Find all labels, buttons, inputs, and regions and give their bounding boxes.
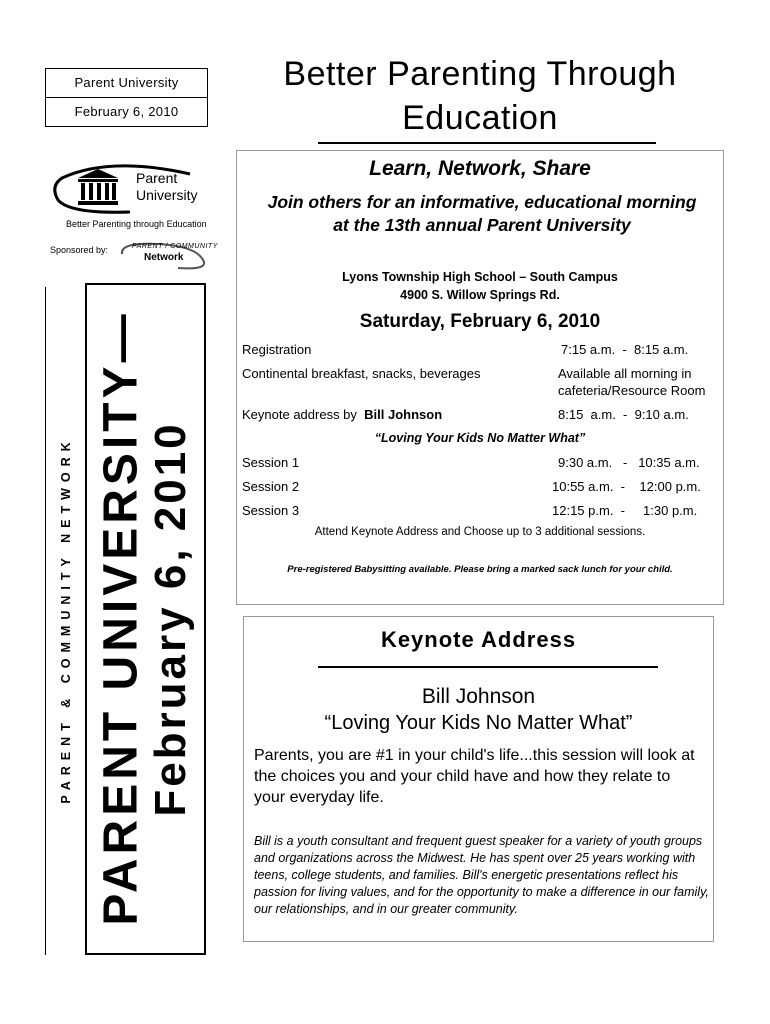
network-sidebar xyxy=(45,287,86,955)
location-line1: Lyons Township High School – South Campus xyxy=(342,270,618,284)
breakfast-time-line2: cafeteria/Resource Room xyxy=(558,383,706,398)
event-details-box xyxy=(236,150,724,605)
header-date: February 6, 2010 xyxy=(74,104,179,119)
org-name: Parent University xyxy=(74,75,179,90)
breakfast-label: Continental breakfast, snacks, beverages xyxy=(242,366,481,381)
sponsor-label: Sponsored by: xyxy=(50,245,109,255)
sponsor-logo-line2: Network xyxy=(144,252,184,263)
logo-tagline: Better Parenting through Education xyxy=(66,219,207,229)
sidebar-date: February 6, 2010 xyxy=(146,421,195,817)
keynote-box-topic: “Loving Your Kids No Matter What” xyxy=(324,712,633,734)
event-headline: Learn, Network, Share xyxy=(369,157,591,180)
keynote-description: Parents, you are #1 in your child's life...this session will look at the choices you and your child have and how they relate to your everyday life. xyxy=(254,747,695,806)
event-intro: Join others for an informative, educational morning at the 13th annual Parent University xyxy=(267,192,697,235)
registration-time: 7:15 a.m. - 8:15 a.m. xyxy=(561,342,689,357)
session1-time: 9:30 a.m. - 10:35 a.m. xyxy=(558,455,700,470)
title-underline xyxy=(318,142,656,144)
logo-name-line2: University xyxy=(136,187,198,203)
keynote-box-speaker: Bill Johnson xyxy=(421,685,536,708)
org-name-box xyxy=(45,68,208,98)
event-date: Saturday, February 6, 2010 xyxy=(359,311,601,332)
session1-label: Session 1 xyxy=(242,455,300,470)
quote-close: ” xyxy=(578,431,586,445)
keynote-box xyxy=(243,616,714,942)
session3-time: 12:15 p.m. - 1:30 p.m. xyxy=(552,503,698,518)
network-vertical-text: PARENT & COMMUNITY NETWORK xyxy=(59,436,73,804)
keynote-label: Keynote address by xyxy=(242,407,357,422)
keynote-time: 8:15 a.m. - 9:10 a.m. xyxy=(558,407,689,422)
title-sidebar xyxy=(85,283,206,955)
event-location xyxy=(237,268,723,304)
keynote-underline xyxy=(318,666,658,668)
sponsor-logo xyxy=(118,240,218,274)
speaker-bio: Bill is a youth consultant and frequent guest speaker for a variety of youth groups and organizations across the Midwest. He has spent over 25 years working with teens, college students, and families. Bill's energetic presentations reflect his passion for living values, and for the opportunity to make a difference in our family, our relationships, and in our greater community. xyxy=(254,834,709,916)
page-title: Better Parenting Through Education xyxy=(283,55,677,137)
session3-label: Session 3 xyxy=(242,503,300,518)
sponsor-logo-line1: PARENT / COMMUNITY xyxy=(132,243,218,250)
session2-label: Session 2 xyxy=(242,479,300,494)
keynote-title: Keynote Address xyxy=(380,627,577,652)
logo-name xyxy=(136,170,197,204)
quote-open: “ xyxy=(374,431,382,445)
keynote-speaker: Bill Johnson xyxy=(364,407,443,422)
location-line2: 4900 S. Willow Springs Rd. xyxy=(400,288,560,302)
logo-name-line1: Parent xyxy=(136,170,178,186)
sidebar-title: PARENT UNIVERSITY— xyxy=(94,310,148,926)
quote-text: Loving Your Kids No Matter What xyxy=(381,431,579,445)
babysitting-note: Pre-registered Babysitting available. Please bring a marked sack lunch for your child. xyxy=(287,564,673,575)
registration-label: Registration xyxy=(242,342,312,357)
keynote-quote xyxy=(237,431,723,445)
sessions-note: Attend Keynote Address and Choose up to 3 additional sessions. xyxy=(314,526,646,538)
keynote-row xyxy=(242,407,442,422)
parent-university-logo xyxy=(50,160,240,235)
date-box xyxy=(45,97,208,127)
breakfast-time-line1: Available all morning in xyxy=(558,366,692,381)
session2-time: 10:55 a.m. - 12:00 p.m. xyxy=(552,479,701,494)
